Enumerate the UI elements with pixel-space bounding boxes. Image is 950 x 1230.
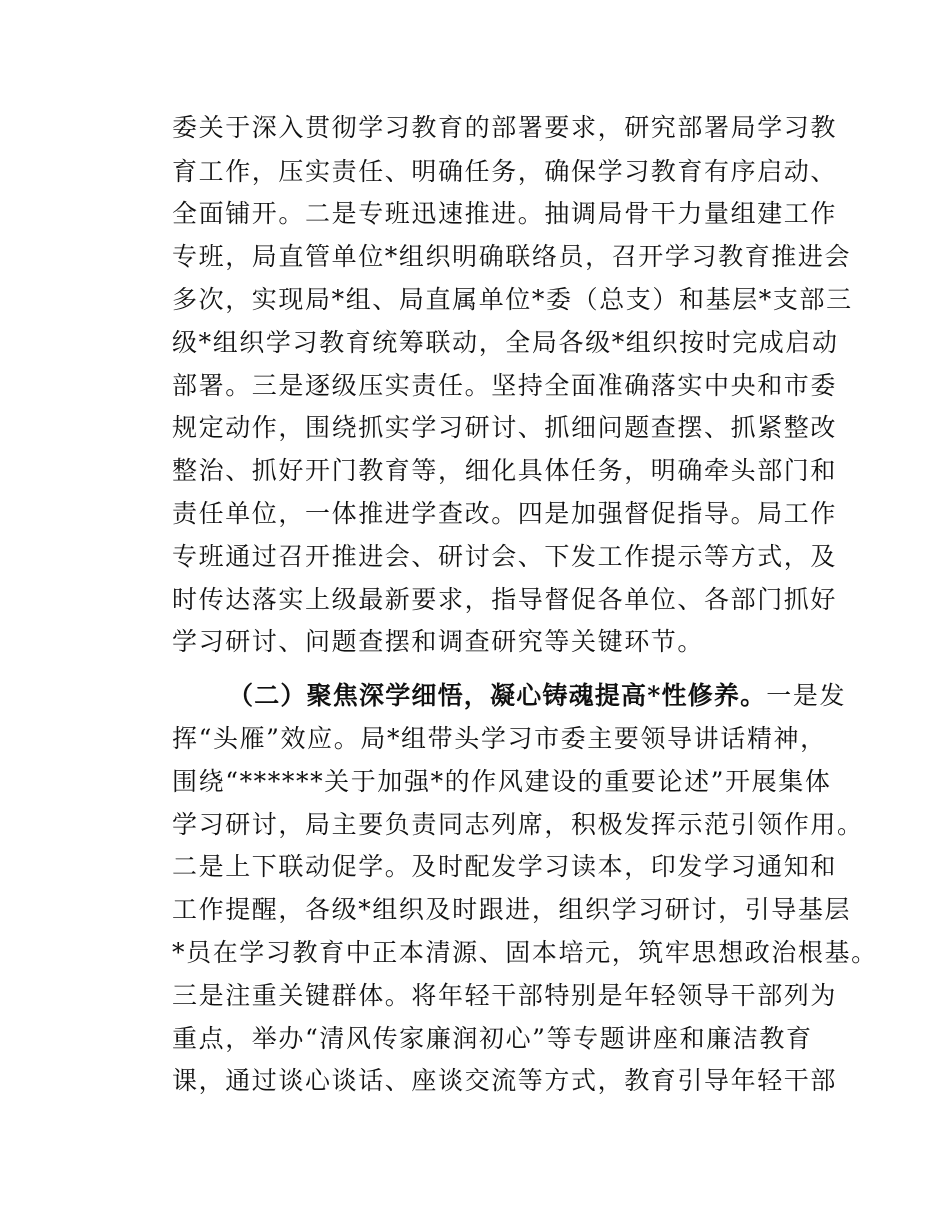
body-text-line: 围绕“******关于加强*的作风建设的重要论述”开展集体 xyxy=(172,767,832,796)
body-text-line: 专班通过召开推进会、研讨会、下发工作提示等方式，及 xyxy=(172,542,838,571)
body-text-line: 育工作，压实责任、明确任务，确保学习教育有序启动、 xyxy=(172,157,838,186)
body-text-line: 部署。三是逐级压实责任。坚持全面准确落实中央和市委 xyxy=(172,371,838,400)
body-text-line: 课，通过谈心谈话、座谈交流等方式，教育引导年轻干部 xyxy=(172,1066,838,1095)
body-text-line: *员在学习教育中正本清源、固本培元，筑牢思想政治根基。 xyxy=(172,938,878,967)
section-heading-paragraph xyxy=(228,680,846,712)
body-text-line: 学习研讨、问题查摆和调查研究等关键环节。 xyxy=(172,627,705,656)
body-text-line: 全面铺开。二是专班迅速推进。抽调局骨干力量组建工作 xyxy=(172,199,838,228)
body-text-line: 责任单位，一体推进学查改。四是加强督促指导。局工作 xyxy=(172,499,838,528)
body-text-line: 挥“头雁”效应。局*组带头学习市委主要领导讲话精神， xyxy=(172,724,827,753)
body-text-line: 专班，局直管单位*组织明确联络员，召开学习教育推进会 xyxy=(172,242,852,271)
section-heading: （二）聚焦深学细悟，凝心铸魂提高*性修养。 xyxy=(228,681,767,710)
body-text-line: 规定动作，围绕抓实学习研讨、抓细问题查摆、抓紧整改 xyxy=(172,413,838,442)
body-text-line: 委关于深入贯彻学习教育的部署要求，研究部署局学习教 xyxy=(172,113,838,142)
body-text-line: 多次，实现局*组、局直属单位*委（总支）和基层*支部三 xyxy=(172,285,853,314)
body-text-line: 学习研讨，局主要负责同志列席，积极发挥示范引领作用。 xyxy=(172,810,864,839)
body-text-line: 重点，举办“清风传家廉润初心”等专题讲座和廉洁教育 xyxy=(172,1024,813,1053)
body-text-line: 时传达落实上级最新要求，指导督促各单位、各部门抓好 xyxy=(172,585,838,614)
body-text-line: 二是上下联动促学。及时配发学习读本，印发学习通知和 xyxy=(172,852,838,881)
body-text-line: 三是注重关键群体。将年轻干部特别是年轻领导干部列为 xyxy=(172,981,838,1010)
section-heading-continuation: 一是发 xyxy=(766,681,847,710)
body-text-line: 工作提醒，各级*组织及时跟进，组织学习研讨，引导基层 xyxy=(172,895,852,924)
body-text-line: 整治、抓好开门教育等，细化具体任务，明确牵头部门和 xyxy=(172,456,838,485)
body-text-line: 级*组织学习教育统筹联动，全局各级*组织按时完成启动 xyxy=(172,328,839,357)
